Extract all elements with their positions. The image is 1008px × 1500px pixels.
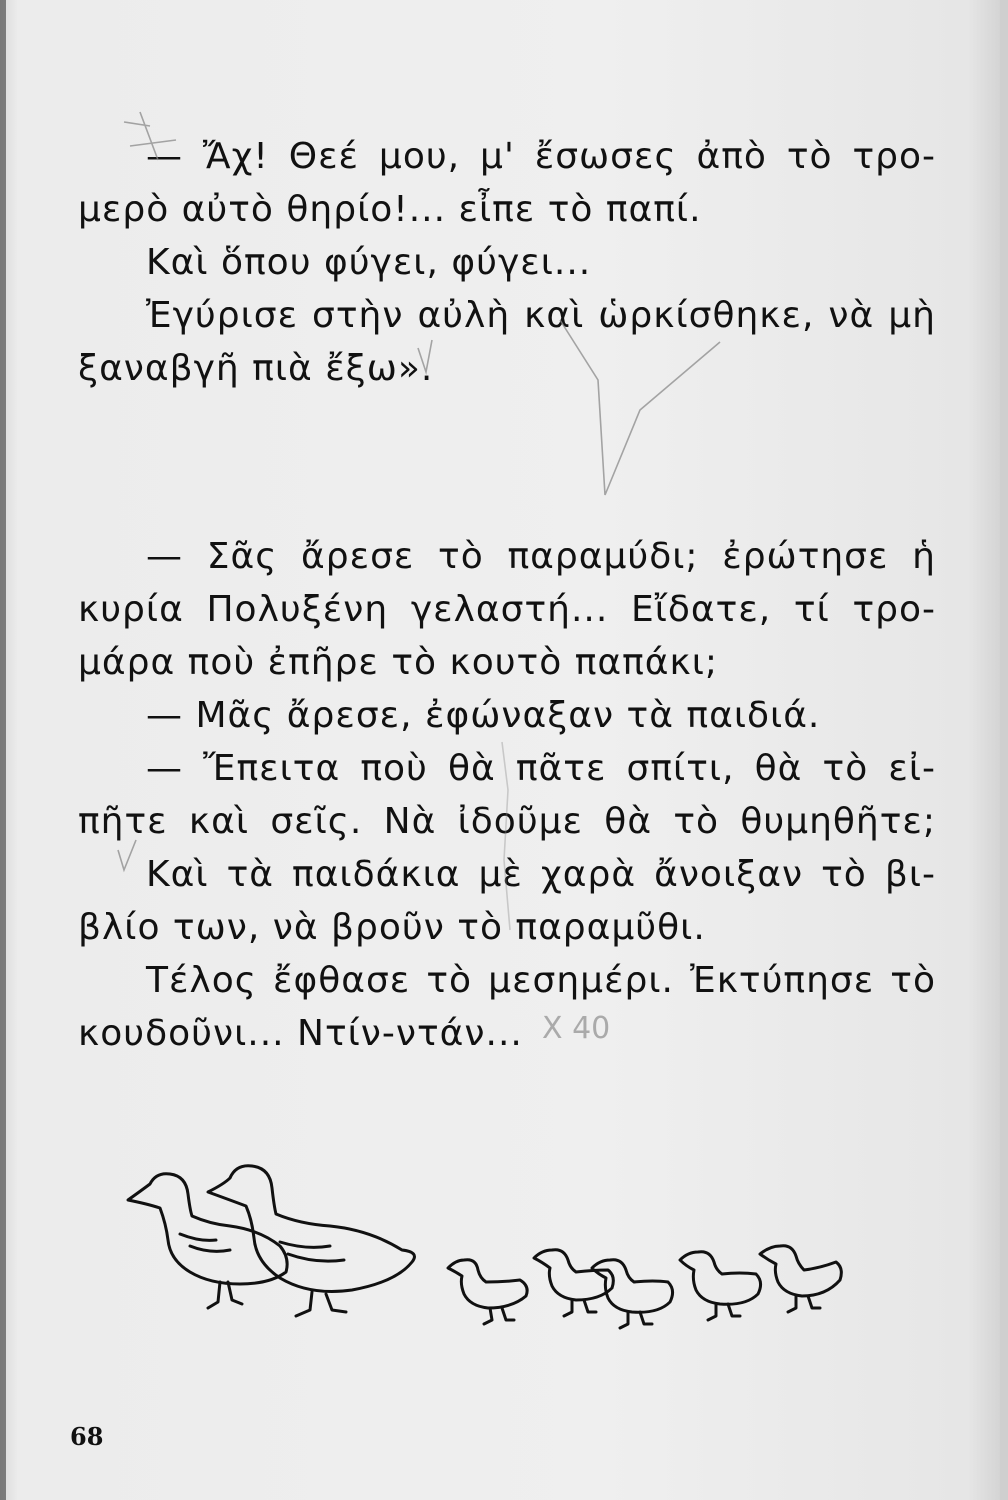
duckling-5 — [760, 1246, 841, 1312]
duck-mother-1 — [128, 1174, 287, 1308]
text-line: κουδοῦνι... Ντίν-ντάν... — [78, 1013, 523, 1054]
duckling-4 — [680, 1252, 761, 1320]
ducks-illustration — [120, 1150, 860, 1340]
text-line: — Ἔπειτα ποὺ θὰ πᾶτε σπίτι, θὰ τὸ εἰ- — [146, 748, 936, 789]
text-line: κυρία Πολυξένη γελαστή... Εἴδατε, τί τρο- — [78, 589, 936, 630]
text-line: μάρα ποὺ ἐπῆρε τὸ κουτὸ παπάκι; — [78, 642, 719, 683]
text-line: Καὶ ὅπου φύγει, φύγει... — [146, 242, 592, 283]
duckling-2 — [534, 1250, 613, 1316]
text-line: — Μᾶς ἄρεσε, ἐφώναξαν τὰ παιδιά. — [146, 695, 821, 736]
text-line: Ἐγύρισε στὴν αὐλὴ καὶ ὡρκίσθηκε, νὰ μὴ — [146, 295, 936, 336]
text-line: — Ἄχ! Θεέ μου, μ' ἔσωσες ἀπὸ τὸ τρο- — [146, 136, 936, 177]
text-block-top — [78, 130, 936, 395]
pencil-note: X 40 — [542, 1011, 611, 1046]
text-line: Τέλος ἔφθασε τὸ μεσημέρι. Ἐκτύπησε τὸ — [146, 960, 936, 1001]
text-block-bottom — [78, 530, 936, 1060]
text-line: πῆτε καὶ σεῖς. Νὰ ἰδοῦμε θὰ τὸ θυμηθῆτε; — [78, 801, 936, 842]
text-line: Καὶ τὰ παιδάκια μὲ χαρὰ ἄνοιξαν τὸ βι- — [146, 854, 936, 895]
text-line: βλίο των, νὰ βροῦν τὸ παραμῦθι. — [78, 907, 706, 948]
text-line: ξαναβγῆ πιὰ ἔξω». — [78, 348, 434, 389]
page-number: 68 — [70, 1422, 104, 1451]
text-line: — Σᾶς ἄρεσε τὸ παραμύδι; ἐρώτησε ἡ — [146, 536, 936, 577]
duck-mother-2 — [208, 1166, 414, 1316]
duckling-1 — [448, 1260, 527, 1324]
page-right-edge — [1000, 0, 1008, 1500]
text-line: μερὸ αὐτὸ θηρίο!... εἶπε τὸ παπί. — [78, 189, 702, 230]
page-left-edge — [0, 0, 6, 1500]
